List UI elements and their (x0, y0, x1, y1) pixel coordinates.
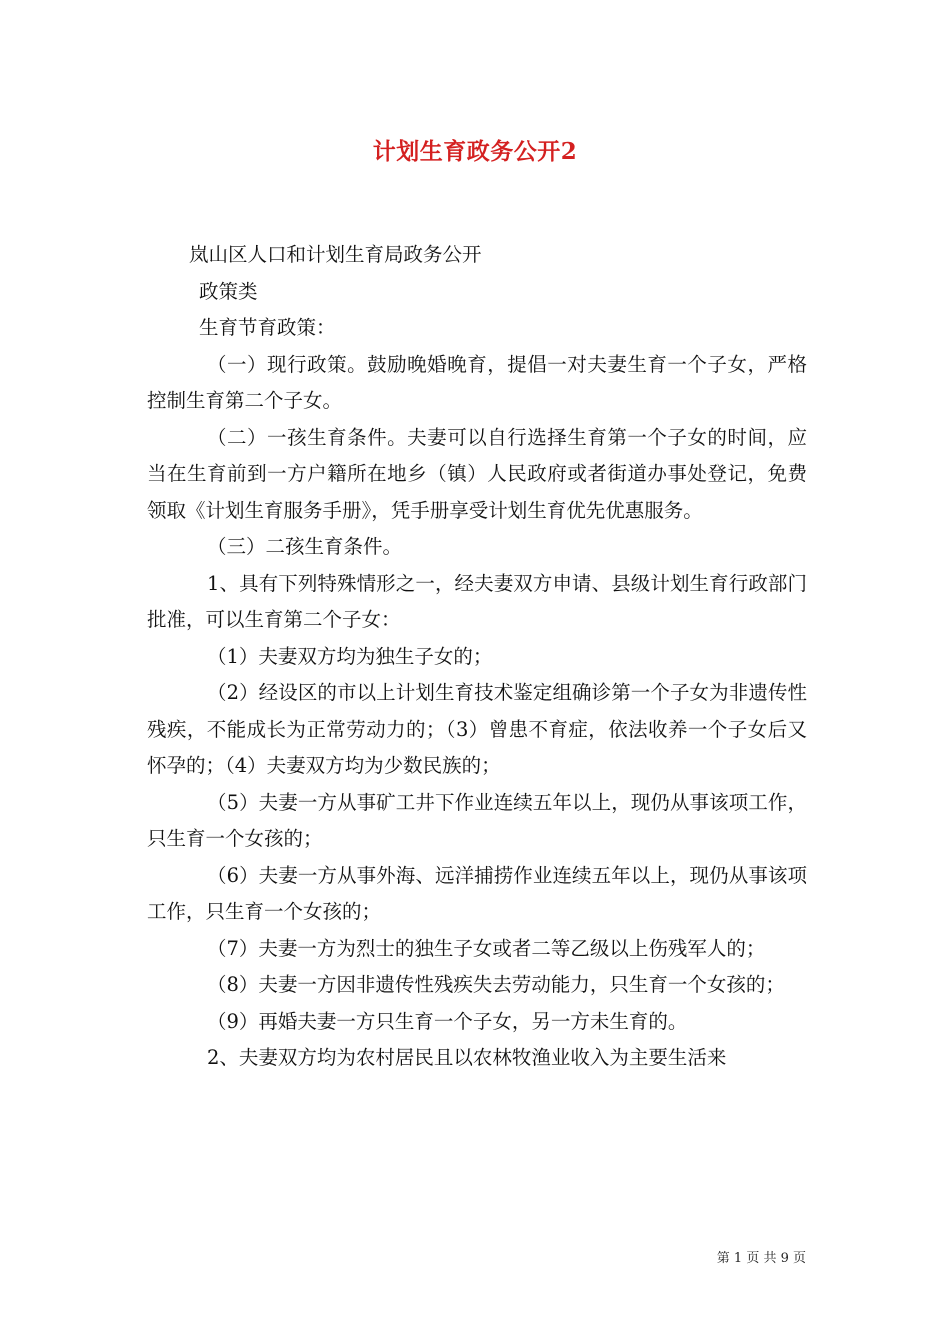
document-title: 计划生育政务公开2 (372, 138, 578, 165)
body-paragraph: （9）再婚夫妻一方只生育一个子女，另一方未生育的。 (207, 1009, 688, 1033)
body-paragraph: （6）夫妻一方从事外海、远洋捕捞作业连续五年以上，现仍从事该项工作，只生育一个女孩的； (147, 863, 807, 923)
body-paragraph: （1）夫妻双方均为独生子女的； (207, 644, 493, 668)
body-paragraph: （8）夫妻一方因非遗传性残疾失去劳动能力，只生育一个女孩的； (207, 973, 785, 996)
body-paragraph: 1、具有下列特殊情形之一，经夫妻双方申请、县级计划生育行政部门批准，可以生育第二个子女： (147, 571, 807, 631)
body-paragraph: 岚山区人口和计划生育局政务公开 (189, 243, 482, 266)
body-paragraph: 生育节育政策： (199, 316, 336, 339)
body-paragraph: （三）二孩生育条件。 (207, 535, 403, 558)
body-paragraph: （2）经设区的市以上计划生育技术鉴定组确诊第一个子女为非遗传性残疾，不能成长为正常劳动力的；（3）曾患不育症，依法收养一个子女后又怀孕的；（4）夫妻双方均为少数民族的； (147, 681, 807, 777)
body-paragraph: （5）夫妻一方从事矿工井下作业连续五年以上，现仍从事该项工作，只生育一个女孩的； (147, 790, 807, 850)
body-paragraph: 2、夫妻双方均为农村居民且以农林牧渔业收入为主要生活来 (207, 1046, 727, 1069)
body-paragraph: 政策类 (199, 279, 258, 303)
body-paragraph: （7）夫妻一方为烈士的独生子女或者二等乙级以上伤残军人的； (207, 936, 766, 960)
page-number-footer: 第 1 页 共 9 页 (716, 1251, 806, 1266)
body-paragraph: （一）现行政策。鼓励晚婚晚育，提倡一对夫妻生育一个子女，严格控制生育第二个子女。 (147, 352, 807, 412)
body-paragraph: （二）一孩生育条件。夫妻可以自行选择生育第一个子女的时间，应当在生育前到一方户籍所在地乡（镇）人民政府或者街道办事处登记，免费领取《计划生育服务手册》，凭手册享受计划生育优先优惠服务。 (147, 425, 807, 522)
document-body (147, 237, 807, 1077)
